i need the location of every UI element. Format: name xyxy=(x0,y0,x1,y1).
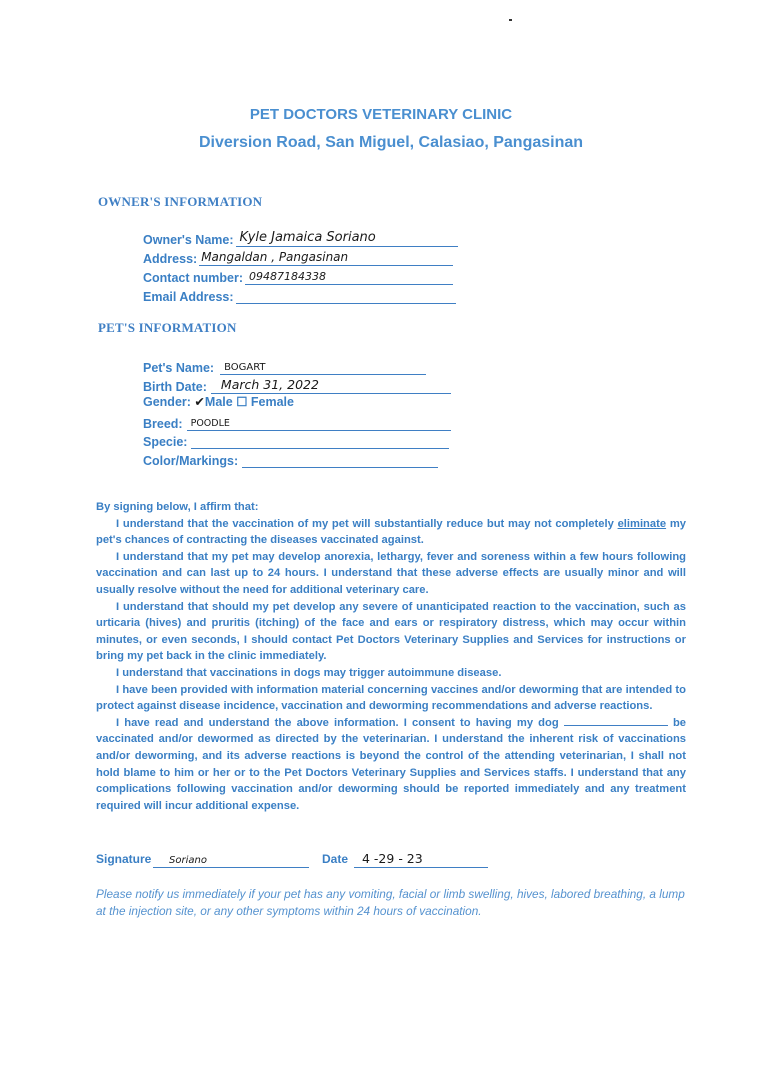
consent-paragraph-1 xyxy=(96,516,686,549)
signature-value: Soriano xyxy=(169,855,207,866)
pet-breed-field xyxy=(143,413,451,431)
owner-contact-field xyxy=(143,267,453,285)
pet-name-line[interactable] xyxy=(220,359,426,375)
male-check-icon[interactable]: ✔ xyxy=(194,395,205,409)
owner-email-field xyxy=(143,286,456,304)
clinic-address: Diversion Road, San Miguel, Calasiao, Pangasinan xyxy=(198,134,584,151)
consent-lead: By signing below, I affirm that: xyxy=(96,501,259,513)
consent-paragraph-3: I understand that should my pet develop any severe of unanticipated reaction to the vaccination, such as urticaria (hives) and pruritis (itching) of the face and ears or respiratory distress, which may occur within minutes, or even seconds, I should contact Pet Doctors Veterinary Supplies and Services for instructions or bring my pet back in the clinic immediately. xyxy=(96,600,686,663)
pet-specie-label: Specie: xyxy=(143,435,188,449)
pet-color-line[interactable] xyxy=(242,452,438,468)
signature-line[interactable] xyxy=(153,853,309,868)
date-label: Date xyxy=(322,852,349,866)
consent-paragraph-2: I understand that my pet may develop anorexia, lethargy, fever and soreness within a few hours following vaccination and can last up to 24 hours. I understand that these adverse effects are usually minor and will usually resolve without the need for additional veterinary care. xyxy=(96,550,686,596)
female-checkbox-icon[interactable]: ☐ xyxy=(236,395,248,409)
owner-name-label: Owner's Name: xyxy=(143,233,234,247)
gender-female-label: Female xyxy=(250,395,294,409)
gender-male-label: Male xyxy=(204,395,233,409)
pet-color-field xyxy=(143,450,438,468)
owner-address-field xyxy=(143,248,453,266)
consent-p1-end: my pet's chances of contracting the diseases vaccinated against. xyxy=(96,517,686,547)
owner-contact-line[interactable] xyxy=(245,269,453,285)
pet-name-label: Pet's Name: xyxy=(143,361,215,375)
consent-p1-underlined: eliminate xyxy=(617,517,667,530)
owner-address-label: Address: xyxy=(143,252,198,266)
gender-label: Gender: xyxy=(143,395,191,409)
gender-field xyxy=(143,394,294,409)
owner-name-field xyxy=(143,229,458,247)
pet-breed-label: Breed: xyxy=(143,417,183,431)
pet-name-value: BOGART xyxy=(224,362,266,373)
owner-name-value: Kyle Jamaica Soriano xyxy=(239,230,376,245)
pet-color-label: Color/Markings: xyxy=(143,454,239,468)
signature-label: Signature xyxy=(96,852,152,866)
pet-birth-field xyxy=(143,376,451,394)
pet-specie-line[interactable] xyxy=(191,433,449,449)
consent-text xyxy=(96,499,686,814)
date-value: 4 -29 - 23 xyxy=(362,851,423,866)
pet-birth-label: Birth Date: xyxy=(143,380,207,394)
pet-name-field xyxy=(143,357,426,375)
date-row xyxy=(322,852,348,866)
consent-p1-start: I understand that the vaccination of my pet will substantially reduce but may not completely xyxy=(116,517,614,530)
owner-email-line[interactable] xyxy=(236,288,456,304)
owner-address-value: Mangaldan , Pangasinan xyxy=(201,250,349,264)
pet-specie-field xyxy=(143,431,449,449)
pet-breed-line[interactable] xyxy=(187,415,451,431)
consent-paragraph-6 xyxy=(96,715,686,815)
consent-paragraph-5: I have been provided with information material concerning vaccines and/or deworming that are intended to protect against disease incidence, vaccination and deworming recommendations and adverse reactions. xyxy=(96,683,686,713)
scan-speck xyxy=(509,19,512,21)
owner-email-label: Email Address: xyxy=(143,290,234,304)
pet-birth-line[interactable] xyxy=(211,378,451,394)
consent-p6-start: I have read and understand the above information. I consent to having my dog xyxy=(116,716,559,729)
pet-birth-value: March 31, 2022 xyxy=(220,377,319,392)
clinic-name: PET DOCTORS VETERINARY CLINIC xyxy=(249,106,513,123)
owner-address-line[interactable] xyxy=(199,250,453,266)
owner-section-title: OWNER'S INFORMATION xyxy=(98,194,263,209)
dog-name-blank[interactable] xyxy=(564,715,668,726)
owner-contact-label: Contact number: xyxy=(143,271,243,285)
owner-contact-value: 09487184338 xyxy=(249,270,326,283)
date-line[interactable] xyxy=(354,853,488,868)
notice-text: Please notify us immediately if your pet has any vomiting, facial or limb swelling, hives, labored breathing, a lump at the injection site, or any other symptoms within 24 hours of vaccination. xyxy=(96,887,685,918)
consent-p6-end: be vaccinated and/or dewormed as directed by the veterinarian. I understand the inherent risk of vaccinations and/or deworming, and its adverse reactions is beyond the control of the attending veterinarian, I shall not hold blame to him or her or to the Pet Doctors Veterinary Supplies and Services staffs. I understand that any complications following vaccination and/or deworming should be reported immediately and any treatment required will incur additional expense. xyxy=(96,716,686,812)
signature-row xyxy=(96,852,151,866)
pet-section-title: PET'S INFORMATION xyxy=(98,320,237,335)
pet-breed-value: POODLE xyxy=(190,418,230,429)
consent-paragraph-4: I understand that vaccinations in dogs may trigger autoimmune disease. xyxy=(116,666,502,679)
owner-name-line[interactable] xyxy=(236,231,458,247)
